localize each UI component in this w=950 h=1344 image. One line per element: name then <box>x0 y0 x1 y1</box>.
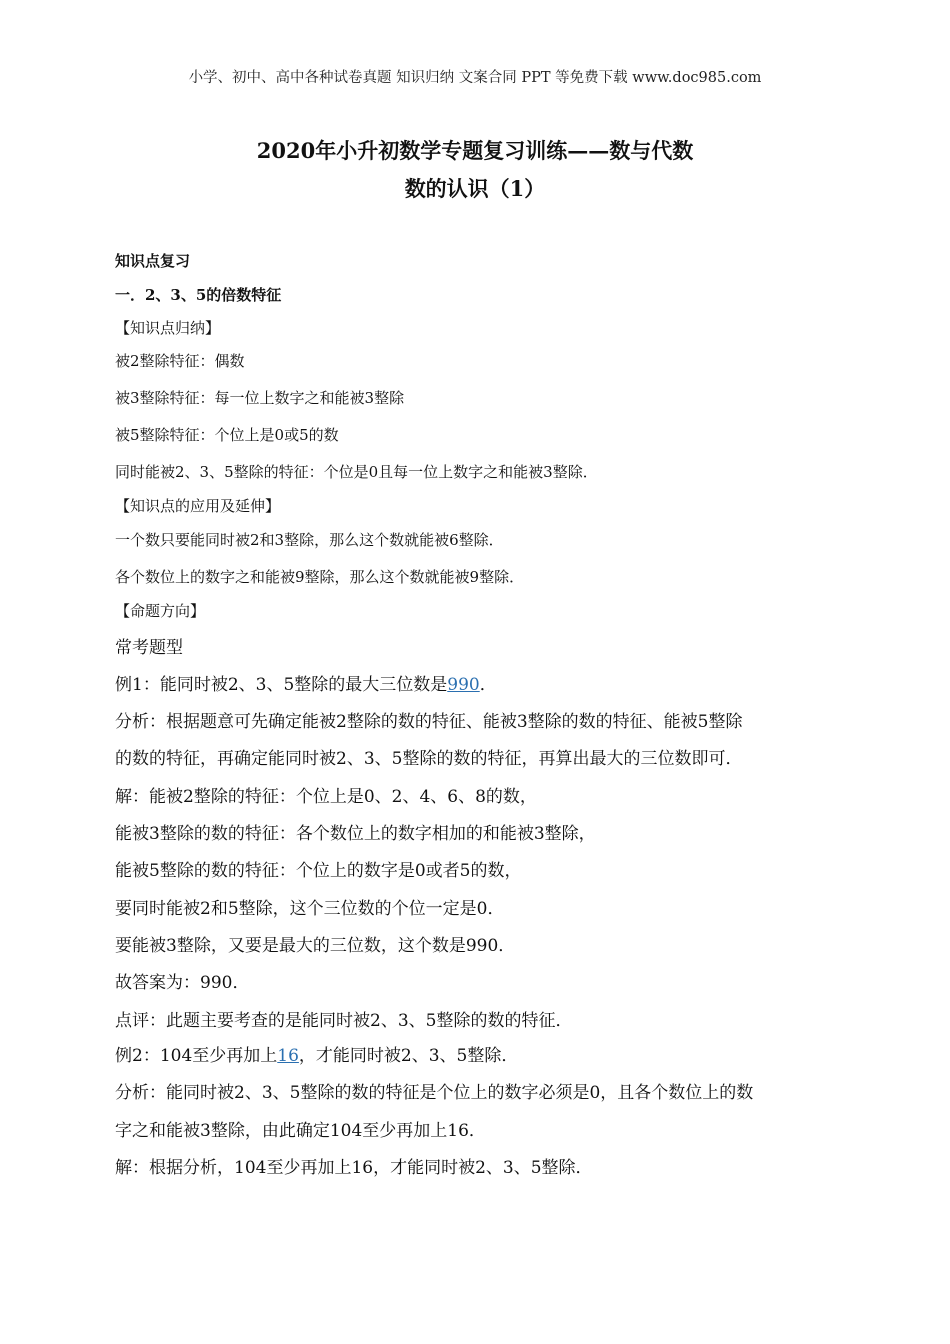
document-subtitle: 数的认识（1） <box>404 176 546 201</box>
example-2-analysis-line-1: 分析：能同时被2、3、5整除的数的特征是个位上的数字必须是0，且各个数位上的数 <box>115 1083 754 1103</box>
example-1-analysis-line-1: 分析：根据题意可先确定能被2整除的数的特征、能被3整除的数的特征、能被5整除 <box>115 712 743 732</box>
rule-divisible-235: 同时能被2、3、5整除的特征：个位是0且每一位上数字之和能被3整除． <box>115 463 598 481</box>
example-1-question-end: ． <box>479 675 497 695</box>
tag-application: 【知识点的应用及延伸】 <box>115 497 281 515</box>
tag-summary: 【知识点归纳】 <box>115 319 221 337</box>
example-2-answer: 16 <box>277 1046 299 1066</box>
example-1-solution-line-3: 能被5整除的数的特征：个位上的数字是0或者5的数， <box>115 861 522 881</box>
example-1-comment: 点评：此题主要考查的是能同时被2、3、5整除的数的特征． <box>115 1011 573 1031</box>
common-types-label: 常考题型 <box>115 638 183 658</box>
example-1-question <box>115 670 497 695</box>
apply-divisible-9: 各个数位上的数字之和能被9整除，那么这个数就能被9整除． <box>115 568 525 586</box>
page-header: 小学、初中、高中各种试卷真题 知识归纳 文案合同 PPT 等免费下载 www.doc985.com <box>188 70 762 86</box>
example-2-solution-line-1: 解：根据分析，104至少再加上16，才能同时被2、3、5整除． <box>115 1158 593 1178</box>
example-2-analysis-line-2: 字之和能被3整除，由此确定104至少再加上16． <box>115 1121 486 1141</box>
document-title: 2020年小升初数学专题复习训练——数与代数 <box>256 138 694 163</box>
rule-divisible-3: 被3整除特征：每一位上数字之和能被3整除 <box>115 389 405 407</box>
example-1-solution-line-1: 解：能被2整除的特征：个位上是0、2、4、6、8的数， <box>115 787 537 807</box>
rule-divisible-2: 被2整除特征：偶数 <box>115 352 245 370</box>
example-1-solution-line-2: 能被3整除的数的特征：各个数位上的数字相加的和能被3整除， <box>115 824 596 844</box>
example-1-solution-line-5: 要能被3整除，又要是最大的三位数，这个数是990． <box>115 936 516 956</box>
topic-heading: 一．2、3、5的倍数特征 <box>115 286 282 304</box>
tag-direction: 【命题方向】 <box>115 602 206 620</box>
example-1-question-text: 例1：能同时被2、3、5整除的最大三位数是 <box>115 675 448 695</box>
example-2-question-end: ，才能同时被2、3、5整除． <box>298 1046 519 1066</box>
example-1-analysis-line-2: 的数的特征，再确定能同时被2、3、5整除的数的特征，再算出最大的三位数即可． <box>115 749 743 769</box>
rule-divisible-5: 被5整除特征：个位上是0或5的数 <box>115 426 339 444</box>
example-1-solution-line-4: 要同时能被2和5整除，这个三位数的个位一定是0． <box>115 899 505 919</box>
example-1-answer: 990 <box>447 675 480 695</box>
section-heading: 知识点复习 <box>115 252 191 270</box>
example-2-question <box>115 1041 518 1066</box>
example-2-question-text: 例2：104至少再加上 <box>115 1046 278 1066</box>
example-1-solution-line-6: 故答案为：990． <box>115 973 250 993</box>
apply-divisible-6: 一个数只要能同时被2和3整除，那么这个数就能被6整除． <box>115 531 504 549</box>
